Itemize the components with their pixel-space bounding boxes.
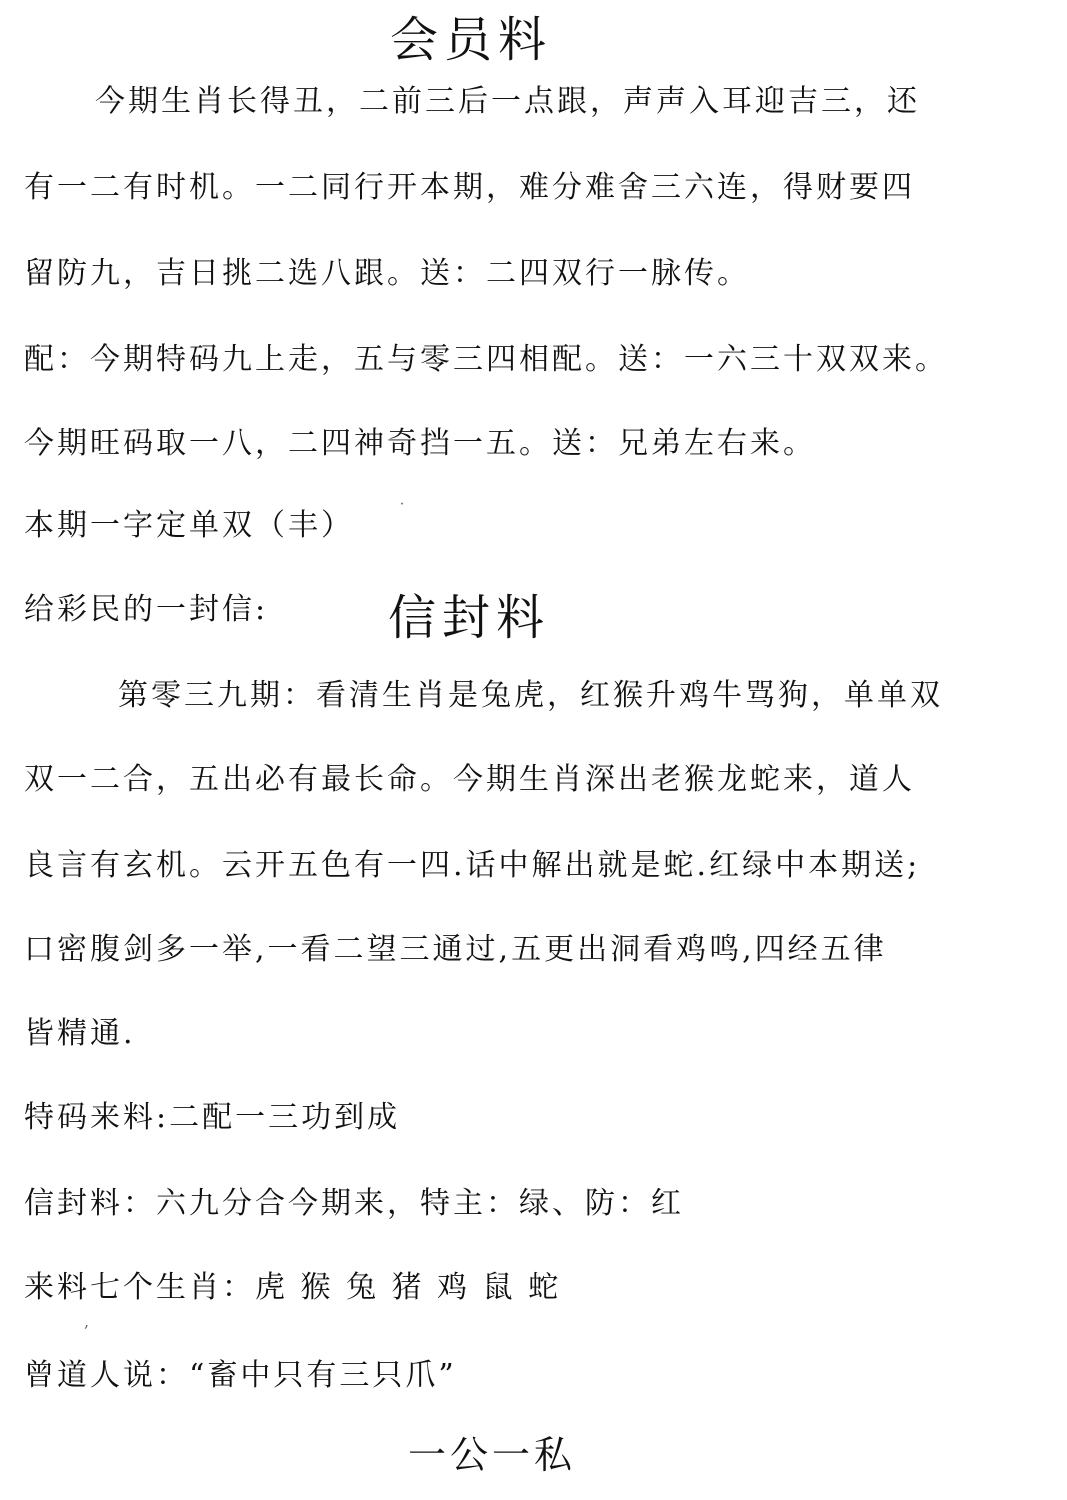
letter-verse-line-3: 良言有玄机。云开五色有一四.话中解出就是蛇.红绿中本期送;: [24, 848, 921, 883]
letter-intro: 给彩民的一封信:: [24, 592, 269, 627]
scan-speck: ,: [84, 1312, 90, 1331]
envelope-line: 信封料：六九分合今期来，特主：绿、防：红: [24, 1186, 684, 1221]
member-section-title: 会员料: [390, 12, 553, 68]
member-verse-line-3: 留防九，吉日挑二选八跟。送：二四双行一脉传。: [24, 256, 750, 291]
quote-line: 曾道人说：“畜中只有三只爪”: [24, 1358, 457, 1393]
scan-speck: ˙: [398, 500, 406, 519]
letter-verse-line-5: 皆精通.: [24, 1016, 136, 1051]
special-code-line: 特码来料:二配一三功到成: [24, 1100, 401, 1135]
letter-verse-line-2: 双一二合，五出必有最长命。今期生肖深出老猴龙蛇来，道人: [24, 762, 915, 797]
member-verse-line-1: 今期生肖长得丑，二前三后一点跟，声声入耳迎吉三，还: [95, 84, 920, 119]
match-line: 配：今期特码九上走，五与零三四相配。送：一六三十双双来。: [24, 342, 948, 377]
letter-section-title: 信封料: [388, 590, 551, 646]
letter-verse-line-1: 第零三九期：看清生肖是兔虎，红猴升鸡牛骂狗，单单双: [118, 678, 943, 713]
hot-number-line: 今期旺码取一八，二四神奇挡一五。送：兄弟左右来。: [24, 426, 816, 461]
zodiac-line: 来料七个生肖：虎 猴 兔 猪 鸡 鼠 蛇: [24, 1270, 562, 1305]
single-double-line: 本期一字定单双（丰）: [24, 508, 354, 543]
letter-verse-line-4: 口密腹剑多一举,一看二望三通过,五更出洞看鸡鸣,四经五律: [24, 932, 887, 967]
member-verse-line-2: 有一二有时机。一二同行开本期，难分难舍三六连，得财要四: [24, 170, 915, 205]
closing-phrase: 一公一私: [408, 1433, 577, 1477]
